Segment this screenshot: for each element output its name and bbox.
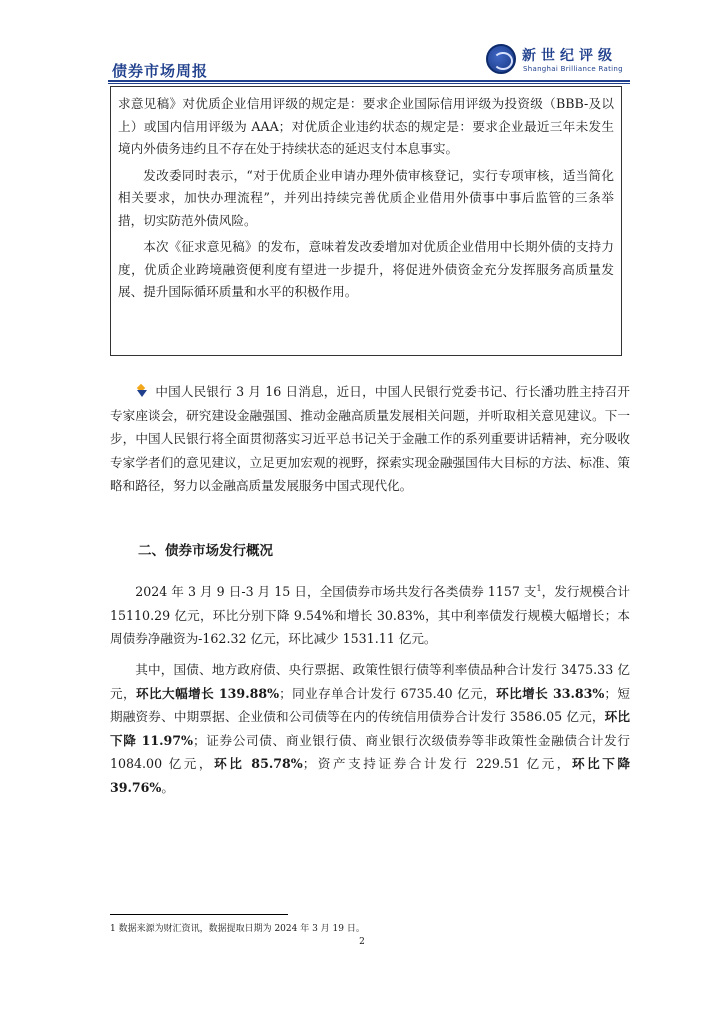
- logo-emblem-icon: [486, 44, 516, 74]
- issuance-paragraph-2: [110, 658, 630, 799]
- text-segment: ；证券公司债、商业银行债、商业银行次级债券等非政策性金融债合计发行 1084.00 亿元，: [110, 732, 630, 771]
- box-paragraph-3: 本次《征求意见稿》的发布，意味着发改委增加对优质企业借用中长期外债的支持力度，优质企业跨境融资便利度有望进一步提升，将促进外债资金充分发挥服务高质量发展、提升国际循环质量和水平的积极作用。: [118, 239, 614, 299]
- bold-figure: 环比增长 33.83%: [496, 685, 605, 701]
- bold-figure: 环比下降 11.97%: [110, 709, 631, 748]
- report-title: 债券市场周报: [112, 62, 209, 80]
- text-segment: ；资产支持证券合计发行 229.51 亿元，: [302, 756, 572, 771]
- text-segment: 。: [161, 779, 174, 795]
- issuance-text-b: ，发行规模合计 15110.29 亿元，环比分别下降 9.54%和增长 30.83%，其中利率债发行规模大幅增长；本周债券净融资为-162.32 亿元，环比减少 1531.11 亿元。: [110, 584, 630, 647]
- bold-figure: 环比大幅增长 139.88%: [136, 685, 280, 701]
- pboc-paragraph: [110, 380, 630, 498]
- bold-figure: 环比 85.78%: [214, 756, 303, 771]
- footnote-divider: [110, 914, 288, 915]
- logo-english-name: Shanghai Brilliance Rating: [523, 65, 623, 73]
- text-segment: ；短期融资券、中期票据、企业债和公司债等在内的传统信用债券合计发行 3586.05 亿元，: [110, 685, 630, 724]
- pboc-text: 中国人民银行 3 月 16 日消息，近日，中国人民银行党委书记、行长潘功胜主持召开专家座谈会，研究建设金融强国、推动金融高质量发展相关问题，并听取相关意见建议。下一步，中国人民银行将全面贯彻落实习近平总书记关于金融工作的系列重要讲话精神，充分吸收专家学者们的意见建议，立足更加宏观的视野，探索实现金融强国伟大目标的方法、标准、策略和路径，努力以金融高质量发展服务中国式现代化。: [110, 384, 630, 493]
- text-segment: 其中，国债、地方政府债、央行票据、政策性银行债等利率债品种合计发行 3475.33 亿元，: [110, 662, 630, 701]
- text-segment: ；同业存单合计发行 6735.40 亿元，: [279, 685, 497, 701]
- issuance-paragraph-1: [110, 577, 630, 651]
- issuance-text-a: 2024 年 3 月 9 日-3 月 15 日，全国债券市场共发行各类债券 1157 支: [135, 584, 537, 600]
- box-paragraph-2: 发改委同时表示，“对于优质企业申请办理外债审核登记，实行专项审核，适当简化相关要求，加快办理流程”，并列出持续完善优质企业借用外债事中事后监管的三条举措，切实防范外债风险。: [118, 167, 614, 228]
- page-number: 2: [359, 937, 365, 947]
- bold-figure: 环比下降 39.76%: [110, 756, 630, 795]
- header-divider-thin: [108, 83, 630, 84]
- header-divider: [108, 80, 630, 82]
- policy-box: [110, 86, 622, 356]
- footnote-ref: 1: [536, 584, 542, 593]
- footnote: 1 数据来源为财汇资讯，数据提取日期为 2024 年 3 月 19 日。: [110, 924, 365, 934]
- logo-chinese-name: 新世纪评级: [522, 48, 617, 64]
- section-heading: 二、债券市场发行概况: [138, 543, 273, 559]
- company-logo: [486, 44, 626, 80]
- bullet-arrow-icon: [135, 384, 149, 398]
- box-paragraph-1: 求意见稿》对优质企业信用评级的规定是：要求企业国际信用评级为投资级（BBB-及以上）或国内信用评级为 AAA；对优质企业违约状态的规定是：要求企业最近三年未发生境内外债务违约且不存在处于持续状态的延迟支付本息事实。: [118, 96, 614, 156]
